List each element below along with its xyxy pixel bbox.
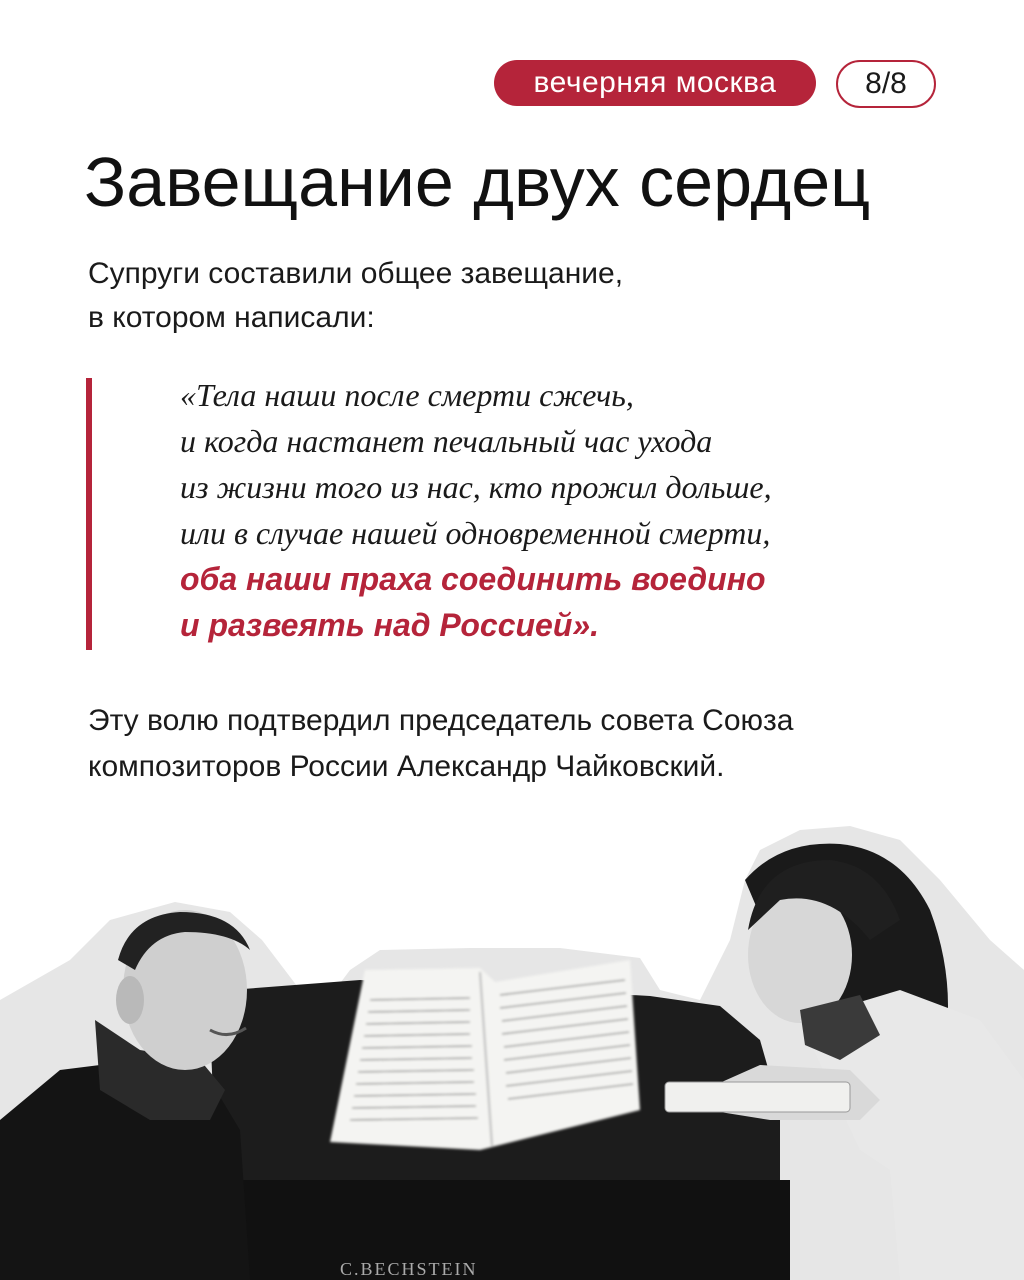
intro-paragraph: [88, 252, 948, 340]
piano-fallboard: [230, 1180, 790, 1280]
intro-line: в котором написали:: [88, 301, 375, 334]
page-title: Завещание двух сердец: [84, 143, 871, 221]
couple-at-piano-photo: [0, 820, 1024, 1280]
quote-line: из жизни того из нас, кто прожил дольше,: [180, 469, 772, 505]
outro-line: Эту волю подтвердил председатель совета Союза: [88, 704, 794, 737]
quote-line: или в случае нашей одновременной смерти,: [180, 515, 771, 551]
quote-highlight-line: оба наши праха соединить воедино: [180, 561, 766, 597]
page-counter: 8/8: [836, 60, 936, 108]
quote-highlight-line: и развеять над Россией».: [180, 607, 600, 643]
will-quote: [180, 372, 1000, 648]
sheet-music: [330, 960, 640, 1150]
intro-line: Супруги составили общее завещание,: [88, 257, 624, 290]
book: [665, 1082, 850, 1112]
quote-accent-bar: [86, 378, 92, 650]
quote-line: «Тела наши после смерти сжечь,: [180, 377, 634, 413]
brand-badge: вечерняя москва: [494, 60, 816, 106]
outro-line: композиторов России Александр Чайковский.: [88, 750, 725, 783]
piano-brand-text: C.BECHSTEIN: [340, 1259, 478, 1279]
outro-paragraph: [88, 698, 988, 790]
quote-line: и когда настанет печальный час ухода: [180, 423, 713, 459]
